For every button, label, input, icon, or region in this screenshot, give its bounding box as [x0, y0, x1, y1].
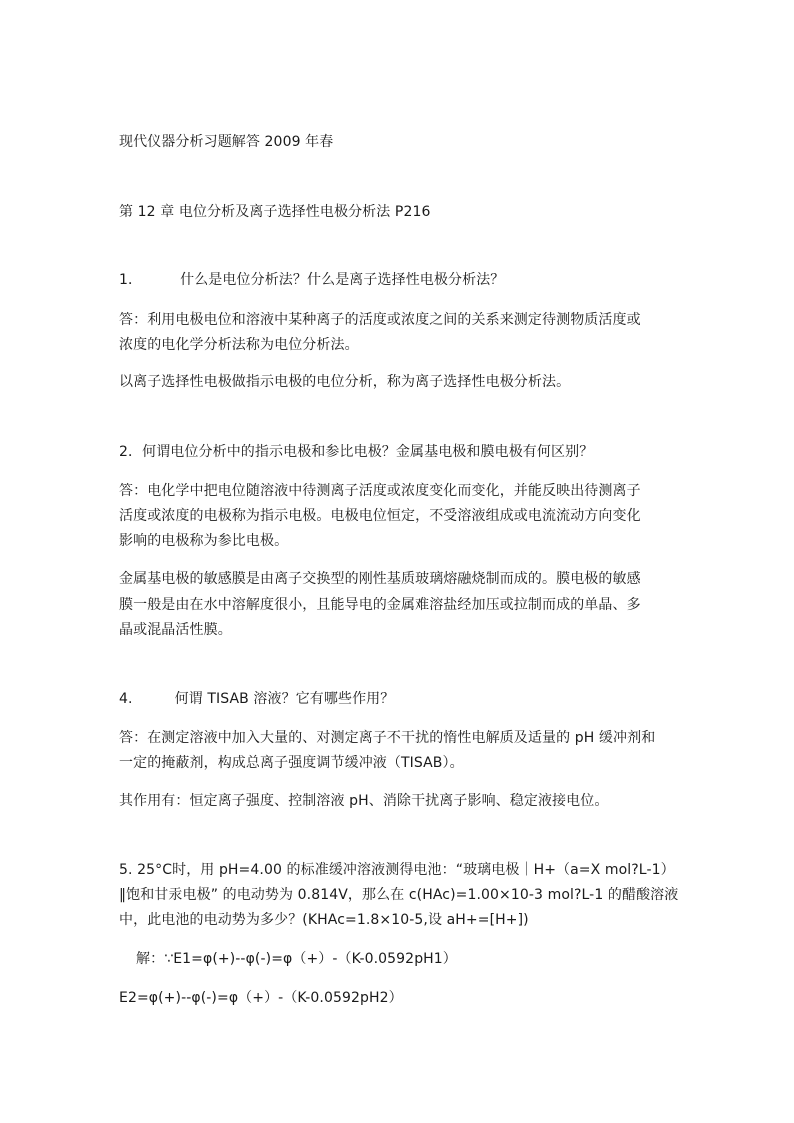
- answer-4-line-1: 答：在测定溶液中加入大量的、对测定离子不干扰的惰性电解质及适量的 pH 缓冲剂和: [119, 730, 656, 746]
- answer-1-line-2: 浓度的电化学分析法称为电位分析法。: [119, 337, 359, 353]
- answer-4-line-2: 一定的掩蔽剂，构成总离子强度调节缓冲液（TISAB）。: [119, 755, 464, 771]
- question-5-line-3: 中，此电池的电动势为多少？(KHAc=1.8×10-5,设 aH+=[H+]): [119, 912, 529, 928]
- question-5-line-1: 5. 25°C时，用 pH=4.00 的标准缓冲溶液测得电池：“玻璃电极｜H+（a=X mol?L-1）: [119, 862, 675, 878]
- solution-5-line-2: E2=φ(+)--φ(-)=φ（+）-（K-0.0592pH2）: [119, 990, 403, 1006]
- answer-1-line-3: 以离子选择性电极做指示电极的电位分析，称为离子选择性电极分析法。: [119, 374, 571, 390]
- question-2: 2．何谓电位分析中的指示电极和参比电极？金属基电极和膜电极有何区别？: [119, 444, 594, 460]
- answer-2-line-6: 晶或混晶活性膜。: [119, 622, 232, 638]
- answer-1-line-1: 答：利用电极电位和溶液中某种离子的活度或浓度之间的关系来测定待测物质活度或: [119, 312, 641, 328]
- question-4-number: 4.: [119, 691, 133, 707]
- document-title: 现代仪器分析习题解答 2009 年春: [119, 134, 334, 150]
- question-4: [119, 690, 394, 708]
- answer-2-line-5: 膜一般是由在水中溶解度很小，且能导电的金属难溶盐经加压或拉制而成的单晶、多: [119, 597, 641, 613]
- answer-2-line-3: 影响的电极称为参比电极。: [119, 533, 289, 549]
- answer-4-line-3: 其作用有：恒定离子强度、控制溶液 pH、消除干扰离子影响、稳定液接电位。: [119, 793, 609, 809]
- answer-2-line-4: 金属基电极的敏感膜是由离子交换型的刚性基质玻璃熔融烧制而成的。膜电极的敏感: [119, 571, 641, 587]
- answer-2-line-1: 答：电化学中把电位随溶液中待测离子活度或浓度变化而变化，并能反映出待测离子: [119, 483, 641, 499]
- question-1-number: 1．: [119, 272, 143, 288]
- answer-2-line-2: 活度或浓度的电极称为指示电极。电极电位恒定，不受溶液组成或电流流动方向变化: [119, 508, 641, 524]
- solution-5-line-1: 解：∵E1=φ(+)--φ(-)=φ（+）-（K-0.0592pH1）: [136, 951, 457, 967]
- question-1-text: 什么是电位分析法？什么是离子选择性电极分析法？: [180, 272, 505, 288]
- question-4-text: 何谓 TISAB 溶液？它有哪些作用？: [174, 691, 395, 707]
- question-1: [119, 271, 504, 289]
- chapter-title: 第 12 章 电位分析及离子选择性电极分析法 P216: [119, 204, 431, 220]
- question-5-line-2: ‖饱和甘汞电极” 的电动势为 0.814V，那么在 c(HAc)=1.00×10-3 mol?L-1 的醋酸溶液: [119, 887, 679, 903]
